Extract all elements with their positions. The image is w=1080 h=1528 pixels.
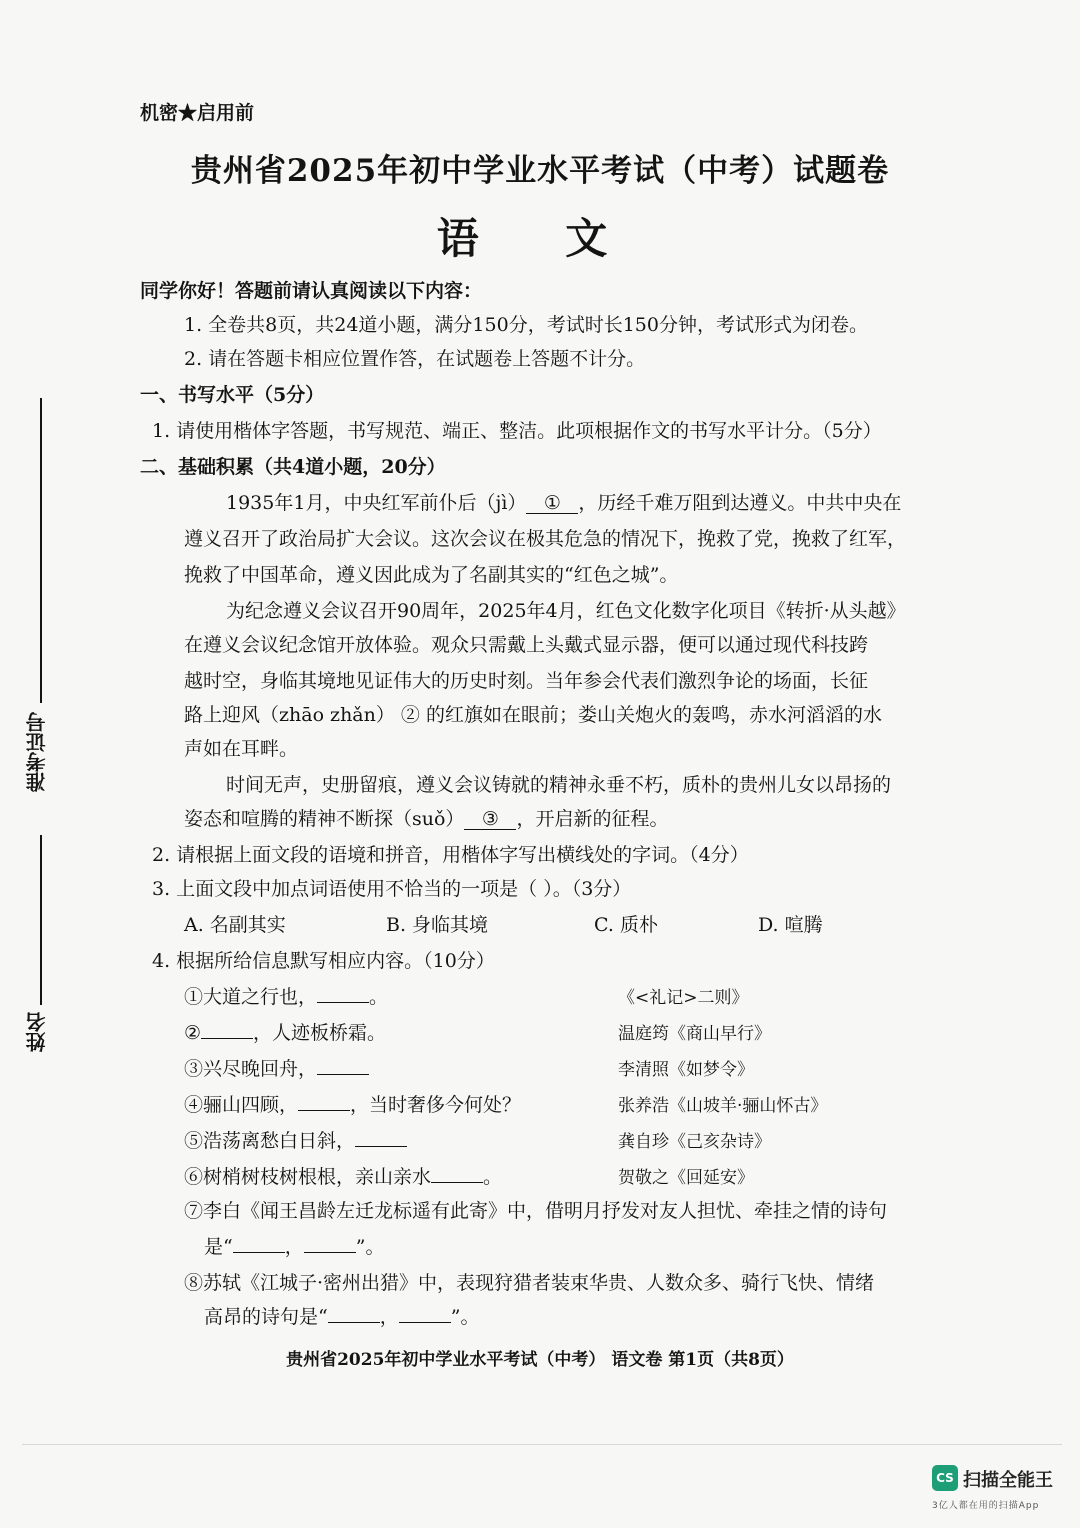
name-label: 姓名 [25,1012,49,1052]
answer-blank [328,1322,380,1323]
passage-line: 在遵义会议纪念馆开放体验。观众只需戴上头戴式显示器，便可以通过现代科技跨 [184,634,869,656]
option-b: B. 身临其境 [386,914,489,936]
name-line [40,835,42,1005]
passage-text: ，历经千难万阻到达遵义。中共中央在 [578,492,902,514]
instructions-intro: 同学你好！答题前请认真阅读以下内容： [140,280,483,302]
recitation-source: 温庭筠《商山早行》 [618,1024,771,1044]
recitation-source: 龚自珍《己亥杂诗》 [618,1132,771,1152]
divider [22,1444,1062,1445]
question-1: 1. 请使用楷体字答题，书写规范、端正、整洁。此项根据作文的书写水平计分。（5分） [152,420,882,442]
answer-blank [298,1110,350,1111]
recitation-item-7-answer: 是“ ， ”。 [204,1236,385,1258]
recitation-source: 张养浩《山坡羊·骊山怀古》 [618,1096,828,1116]
instruction-item: 2. 请在答题卡相应位置作答，在试题卷上答题不计分。 [184,348,646,370]
passage-line [226,494,901,514]
passage-line: 时间无声，史册留痕，遵义会议铸就的精神永垂不朽，质朴的贵州儿女以昂扬的 [226,774,892,796]
exam-id-line [40,398,42,703]
answer-blank [431,1182,483,1183]
passage-line: 声如在耳畔。 [184,738,299,760]
confidential-mark: 机密★启用前 [140,102,255,124]
page-footer: 贵州省2025年初中学业水平考试（中考） 语文卷 第1页（共8页） [286,1350,794,1370]
recitation-item-7: ⑦李白《闻王昌龄左迁龙标遥有此寄》中，借明月抒发对友人担忧、牵挂之情的诗句 [184,1200,888,1222]
instruction-item: 1. 全卷共8页，共24道小题，满分150分，考试时长150分钟，考试形式为闭卷。 [184,314,868,336]
passage-line: 为纪念遵义会议召开90周年，2025年4月，红色文化数字化项目《转折·从头越》 [226,600,906,622]
answer-blank [304,1252,356,1253]
answer-blank [355,1146,407,1147]
recitation-item-8-answer: 高昂的诗句是“ ， ”。 [204,1306,480,1328]
option-c: C. 质朴 [594,914,658,936]
option-a: A. 名副其实 [184,914,286,936]
recitation-item-8: ⑧苏轼《江城子·密州出猎》中，表现狩猎者装束华贵、人数众多、骑行飞快、情绪 [184,1272,875,1294]
question-3: 3. 上面文段中加点词语使用不恰当的一项是（ ）。（3分） [152,878,632,900]
recitation-item: ③兴尽晚回舟， [184,1060,369,1079]
answer-blank [399,1322,451,1323]
question-4: 4. 根据所给信息默写相应内容。（10分） [152,950,495,972]
answer-blank [201,1038,253,1039]
recitation-source: 李清照《如梦令》 [618,1060,754,1080]
fill-blank-1: ① [526,494,578,514]
exam-title: 贵州省2025年初中学业水平考试（中考）试题卷 [190,153,890,189]
recitation-item: ①大道之行也， 。 [184,986,389,1008]
answer-blank [317,1074,369,1075]
answer-blank [317,1002,369,1003]
passage-line [184,810,668,830]
section2-heading: 二、基础积累（共4道小题，20分） [140,456,446,478]
passage-text: 姿态和喧腾的精神不断探（suǒ） [184,808,465,830]
watermark-name: 扫描全能王 [963,1470,1053,1491]
watermark-tagline: 3亿人都在用的扫描App [932,1501,1040,1511]
passage-line: 挽救了中国革命，遵义因此成为了名副其实的“红色之城”。 [184,564,679,586]
passage-line: 越时空，身临其境地见证伟大的历史时刻。当年参会代表们激烈争论的场面，长征 [184,670,869,692]
recitation-item: ⑥树梢树枝树根根，亲山亲水 。 [184,1166,503,1188]
section1-heading: 一、书写水平（5分） [140,384,325,406]
passage-text: 1935年1月，中央红军前仆后（jì） [226,492,527,514]
fill-blank-3: ③ [464,810,516,830]
question-2: 2. 请根据上面文段的语境和拼音，用楷体字写出横线处的字词。（4分） [152,844,749,866]
recitation-item: ⑤浩荡离愁白日斜， [184,1132,407,1151]
recitation-source: 贺敬之《回延安》 [618,1168,754,1188]
recitation-item: ② ，人迹板桥霜。 [184,1022,387,1044]
exam-id-label: 准考证号 [25,712,49,792]
answer-blank [233,1252,285,1253]
camscanner-logo-icon: CS [932,1465,958,1491]
passage-line: 遵义召开了政治局扩大会议。这次会议在极其危急的情况下，挽救了党，挽救了红军， [184,528,907,550]
option-d: D. 喧腾 [758,914,823,936]
passage-line: 路上迎风（zhāo zhǎn） ② 的红旗如在眼前；娄山关炮火的轰鸣，赤水河滔滔的水 [184,704,882,726]
recitation-source: 《<礼记>二则》 [618,988,749,1008]
recitation-item: ④骊山四顾， ，当时奢侈今何处？ [184,1094,522,1116]
subject-title: 语 文 [436,214,644,263]
passage-text: ，开启新的征程。 [516,808,669,830]
